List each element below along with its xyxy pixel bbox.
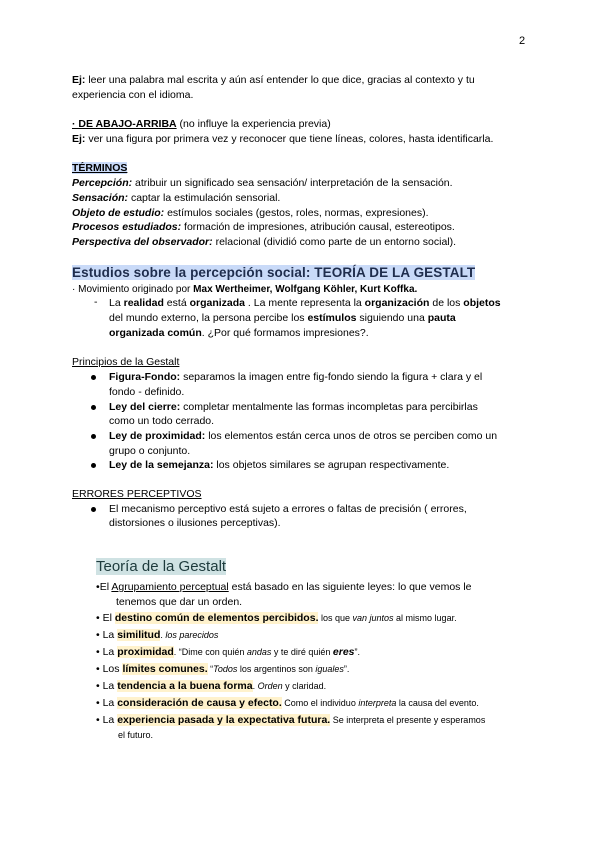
term-item: Objeto de estudio: estímulos sociales (gestos, roles, normas, expresiones). [72,207,429,219]
term-item: Percepción: atribuir un significado sea sensación/ interpretación de la sensación. [72,177,453,189]
law-item: • La consideración de causa y efecto. Como el individuo interpreta la causa del evento. [96,697,479,709]
errores-text: El mecanismo perceptivo está sujeto a errores o faltas de precisión ( errores, [109,503,467,515]
principio-item-cont: grupo o conjunto. [109,445,191,457]
realidad-p1: La realidad está organizada . La mente representa la organización de los objetos [109,297,501,309]
agrupamiento-intro-cont: tenemos que dar un orden. [116,596,243,608]
principios-title: Principios de la Gestalt [72,356,180,368]
principio-item-cont: como un todo cerrado. [109,415,215,427]
movement-origin: · Movimiento originado por Max Wertheimer, Wolfgang Köhler, Kurt Koffka. [72,284,418,295]
example-2: Ej: ver una figura por primera vez y reconocer que tiene líneas, colores, hasta identificarla. [72,133,494,145]
errores-title: ERRORES PERCEPTIVOS [72,488,202,500]
section-heading: Estudios sobre la percepción social: TEORÍA DE LA GESTALT [72,265,476,280]
term-item: Sensación: captar la estimulación sensorial. [72,192,281,204]
terminos-title: TÉRMINOS [72,162,128,174]
principio-item: Figura-Fondo: separamos la imagen entre fig-fondo siendo la figura + clara y el [109,371,483,383]
law-item: • Los límites comunes. “Todos los argentinos son iguales”. [96,663,350,675]
realidad-p3: organizada común. ¿Por qué formamos impresiones?. [109,327,369,339]
realidad-p2: del mundo externo, la persona percibe los estímulos siguiendo una pauta [109,312,456,324]
law-item: • La proximidad. “Dime con quién andas y te diré quién eres”. [96,646,361,658]
dash-bullet: - [94,296,98,308]
bullet-dot [91,434,96,439]
bullet-dot [91,507,96,512]
law-item: • El destino común de elementos percibidos. los que van juntos al mismo lugar. [96,612,457,624]
teoria-heading: Teoría de la Gestalt [96,558,227,575]
bullet-dot [91,463,96,468]
page-number: 2 [519,35,526,47]
example-1-cont: experiencia con el idioma. [72,89,194,101]
term-item: Procesos estudiados: formación de impresiones, atribución causal, estereotipos. [72,221,455,233]
agrupamiento-intro: •El Agrupamiento perceptual está basado en las siguiente leyes: lo que vemos le [96,581,472,593]
law-item: • La tendencia a la buena forma. Orden y claridad. [96,680,327,692]
principio-item: Ley de proximidad: los elementos están cerca unos de otros se perciben como un [109,430,498,442]
errores-text-cont: distorsiones o ilusiones perceptivas). [109,517,281,529]
law-item: • La experiencia pasada y la expectativa futura. Se interpreta el presente y esperamos [96,714,486,726]
bullet-dot [91,405,96,410]
abajo-arriba-heading: · DE ABAJO-ARRIBA (no influye la experiencia previa) [72,118,331,130]
principio-item: Ley del cierre: completar mentalmente las formas incompletas para percibirlas [109,401,478,413]
law-item: • La similitud. los parecidos [96,629,219,641]
law-item-cont: el futuro. [118,730,154,740]
example-1: Ej: leer una palabra mal escrita y aún así entender lo que dice, gracias al contexto y tu [72,74,475,86]
principio-item-cont: fondo - definido. [109,386,185,398]
principio-item: Ley de la semejanza: los objetos similares se agrupan respectivamente. [109,459,450,471]
bullet-dot [91,375,96,380]
term-item: Perspectiva del observador: relacional (dividió como parte de un entorno social). [72,236,457,248]
